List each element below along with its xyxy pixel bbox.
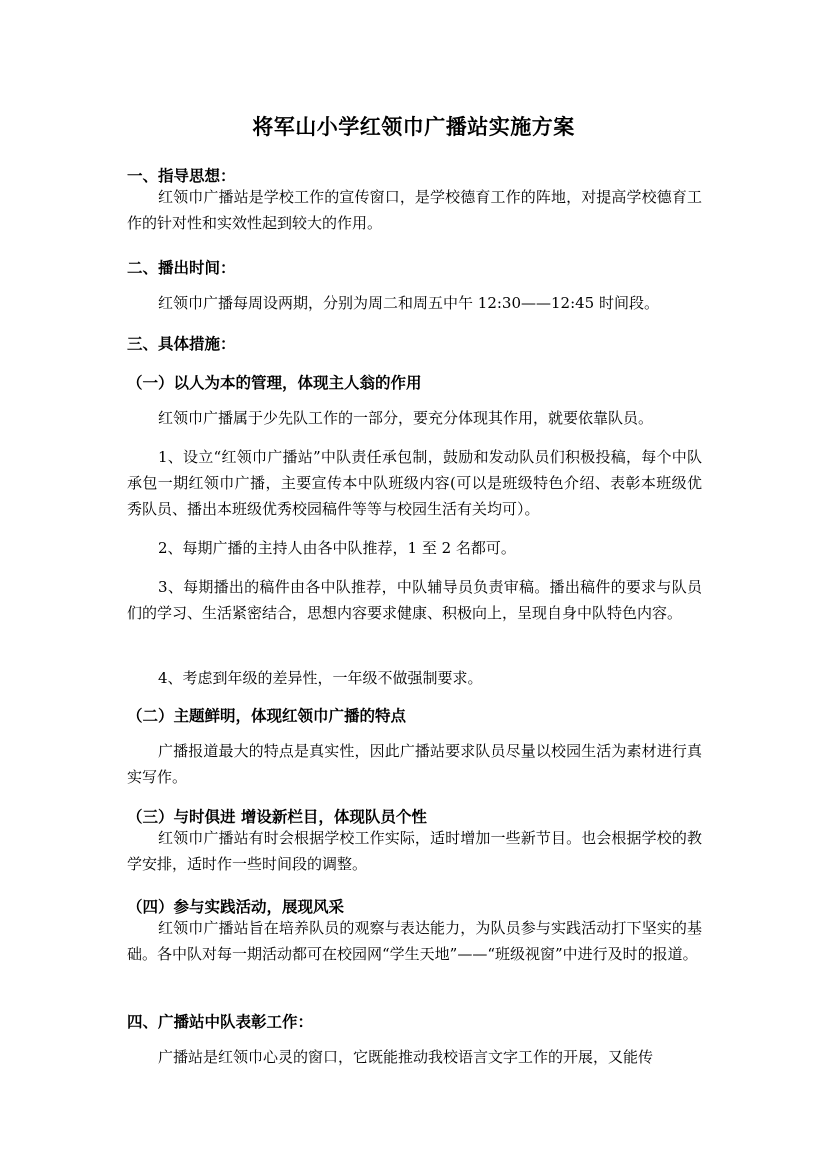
section-heading-measures: 三、具体措施：	[127, 334, 236, 353]
paragraph-practice-activities: 红领巾广播站旨在培养队员的观察与表达能力，为队员参与实践活动打下坚实的基础。各中队对每一期活动都可在校园网“学生天地”——“班级视窗”中进行及时的报道。	[127, 919, 702, 963]
paragraph-item-3: 3、每期播出的稿件由各中队推荐，中队辅导员负责审稿。播出稿件的要求与队员们的学习、生活紧密结合，思想内容要求健康、积极向上，呈现自身中队特色内容。	[127, 578, 702, 622]
section-heading-commendation: 四、广播站中队表彰工作：	[127, 1012, 314, 1031]
paragraph-guiding-thought: 红领巾广播站是学校工作的宣传窗口，是学校德育工作的阵地，对提高学校德育工作的针对性和实效性起到较大的作用。	[127, 188, 702, 232]
document-title: 将军山小学红领巾广播站实施方案	[252, 114, 575, 139]
section-heading-broadcast-time: 二、播出时间：	[127, 258, 236, 277]
paragraph-item-2: 2、每期广播的主持人由各中队推荐，1 至 2 名都可。	[158, 539, 516, 557]
paragraph-clear-theme: 广播报道最大的特点是真实性，因此广播站要求队员尽量以校园生活为素材进行真实写作。	[127, 742, 702, 786]
paragraph-item-1: 1、设立“红领巾广播站”中队责任承包制，鼓励和发动队员们积极投稿，每个中队承包一期红领巾广播，主要宣传本中队班级内容(可以是班级特色介绍、表彰本班级优秀队员、播出本班级优秀校园稿件等等与校园生活有关均可）。	[127, 448, 702, 518]
paragraph-broadcast-time: 红领巾广播每周设两期，分别为周二和周五中午 12:30——12:45 时间段。	[158, 294, 659, 312]
subsection-heading-people-oriented: （一）以人为本的管理，体现主人翁的作用	[127, 373, 422, 392]
section-heading-guiding-thought: 一、指导思想：	[127, 166, 236, 185]
subsection-heading-clear-theme: （二）主题鲜明，体现红领巾广播的特点	[127, 706, 407, 725]
subsection-heading-new-columns: （三）与时俱进 增设新栏目，体现队员个性	[127, 807, 427, 826]
subsection-heading-practice-activities: （四）参与实践活动，展现风采	[127, 897, 345, 916]
paragraph-rely-on-members: 红领巾广播属于少先队工作的一部分，要充分体现其作用，就要依靠队员。	[158, 409, 654, 427]
paragraph-item-4: 4、考虑到年级的差异性，一年级不做强制要求。	[158, 669, 483, 687]
paragraph-new-columns: 红领巾广播站有时会根据学校工作实际，适时增加一些新节目。也会根据学校的教学安排，适时作一些时间段的调整。	[127, 829, 702, 873]
paragraph-commendation: 广播站是红领巾心灵的窗口，它既能推动我校语言文字工作的开展，又能传	[158, 1048, 654, 1066]
